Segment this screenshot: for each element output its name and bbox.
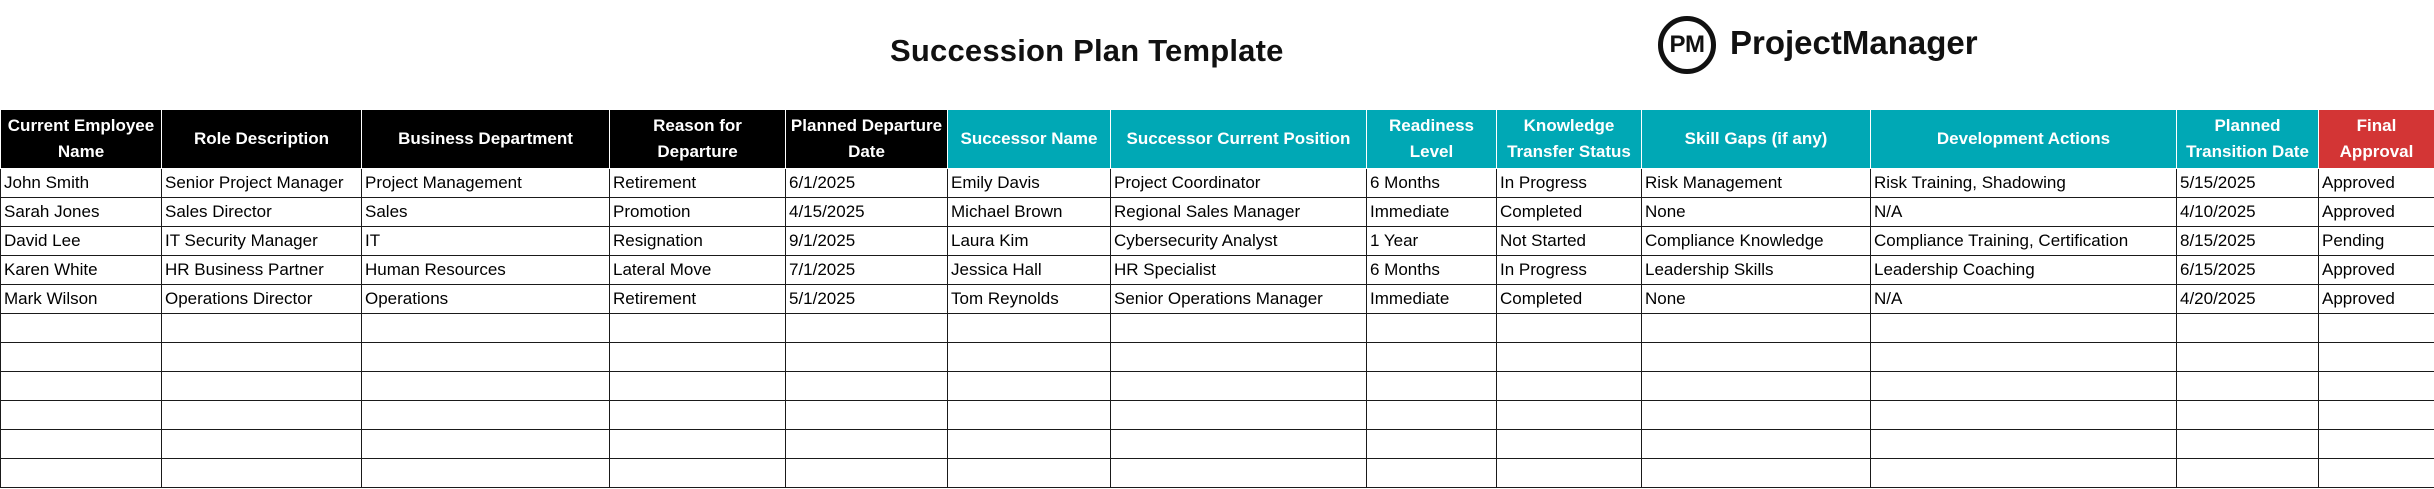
table-cell[interactable]: 4/10/2025 (2177, 198, 2319, 227)
table-cell[interactable] (1871, 459, 2177, 488)
table-cell[interactable]: Leadership Skills (1642, 256, 1871, 285)
table-cell[interactable]: Tom Reynolds (948, 285, 1111, 314)
table-cell[interactable] (1111, 459, 1367, 488)
column-header[interactable]: Planned Transition Date (2177, 110, 2319, 169)
table-cell[interactable] (1367, 372, 1497, 401)
table-cell[interactable]: 4/15/2025 (786, 198, 948, 227)
table-cell[interactable] (1497, 401, 1642, 430)
table-cell[interactable]: Sarah Jones (1, 198, 162, 227)
column-header[interactable]: Final Approval (2319, 110, 2434, 169)
table-cell[interactable]: HR Business Partner (162, 256, 362, 285)
table-cell[interactable]: Immediate (1367, 285, 1497, 314)
table-cell[interactable]: John Smith (1, 169, 162, 198)
table-cell[interactable] (162, 430, 362, 459)
column-header[interactable]: Readiness Level (1367, 110, 1497, 169)
table-cell[interactable]: Approved (2319, 169, 2434, 198)
table-cell[interactable] (948, 372, 1111, 401)
table-cell[interactable] (1871, 401, 2177, 430)
table-cell[interactable] (610, 430, 786, 459)
table-cell[interactable]: Compliance Knowledge (1642, 227, 1871, 256)
table-cell[interactable] (1, 401, 162, 430)
table-cell[interactable] (786, 401, 948, 430)
brand-logo (1658, 16, 1978, 74)
table-cell[interactable] (1, 343, 162, 372)
column-header[interactable]: Development Actions (1871, 110, 2177, 169)
page-title: Succession Plan Template (890, 33, 1284, 68)
table-cell[interactable]: Project Coordinator (1111, 169, 1367, 198)
table-cell[interactable]: N/A (1871, 198, 2177, 227)
table-cell[interactable]: HR Specialist (1111, 256, 1367, 285)
table-cell[interactable] (948, 343, 1111, 372)
table-cell[interactable] (2177, 401, 2319, 430)
table-cell[interactable] (1497, 372, 1642, 401)
table-cell[interactable]: 7/1/2025 (786, 256, 948, 285)
table-cell[interactable] (1, 314, 162, 343)
table-cell[interactable]: David Lee (1, 227, 162, 256)
table-cell[interactable] (610, 401, 786, 430)
table-cell[interactable]: Karen White (1, 256, 162, 285)
table-row (1, 459, 2434, 488)
table-cell[interactable] (948, 430, 1111, 459)
table-cell[interactable] (162, 372, 362, 401)
table-cell[interactable]: Lateral Move (610, 256, 786, 285)
table-cell[interactable] (1497, 343, 1642, 372)
table-cell[interactable] (948, 314, 1111, 343)
header-row (1, 110, 2434, 169)
table-cell[interactable] (2177, 430, 2319, 459)
table-cell[interactable]: Retirement (610, 285, 786, 314)
table-cell[interactable]: Completed (1497, 285, 1642, 314)
table-cell[interactable] (1111, 401, 1367, 430)
table-cell[interactable] (610, 372, 786, 401)
table-row (1, 372, 2434, 401)
table-cell[interactable] (2319, 401, 2434, 430)
table-cell[interactable]: 6 Months (1367, 256, 1497, 285)
table-cell[interactable]: 5/1/2025 (786, 285, 948, 314)
table-cell[interactable] (1111, 343, 1367, 372)
table-cell[interactable]: Operations (362, 285, 610, 314)
table-cell[interactable]: IT (362, 227, 610, 256)
table-cell[interactable]: Promotion (610, 198, 786, 227)
table-cell[interactable] (2319, 343, 2434, 372)
table-cell[interactable] (1642, 372, 1871, 401)
table-cell[interactable] (162, 314, 362, 343)
table-cell[interactable]: Mark Wilson (1, 285, 162, 314)
table-cell[interactable] (2177, 372, 2319, 401)
table-cell[interactable]: 1 Year (1367, 227, 1497, 256)
table-cell[interactable] (1, 430, 162, 459)
table-cell[interactable] (1642, 430, 1871, 459)
table-cell[interactable] (786, 430, 948, 459)
table-cell[interactable] (1111, 430, 1367, 459)
table-cell[interactable]: Leadership Coaching (1871, 256, 2177, 285)
column-header[interactable]: Knowledge Transfer Status (1497, 110, 1642, 169)
table-row (1, 343, 2434, 372)
table-cell[interactable] (1, 372, 162, 401)
table-cell[interactable] (1111, 372, 1367, 401)
table-cell[interactable]: Laura Kim (948, 227, 1111, 256)
table-cell[interactable]: 6/1/2025 (786, 169, 948, 198)
table-cell[interactable]: Risk Training, Shadowing (1871, 169, 2177, 198)
table-cell[interactable]: 9/1/2025 (786, 227, 948, 256)
table-cell[interactable]: Approved (2319, 256, 2434, 285)
column-header[interactable]: Successor Current Position (1111, 110, 1367, 169)
table-cell[interactable]: Pending (2319, 227, 2434, 256)
table-cell[interactable] (610, 314, 786, 343)
table-cell[interactable] (362, 430, 610, 459)
table-cell[interactable] (948, 401, 1111, 430)
table-cell[interactable] (948, 459, 1111, 488)
pm-logo-icon: PM (1658, 16, 1716, 74)
table-cell[interactable]: Cybersecurity Analyst (1111, 227, 1367, 256)
table-cell[interactable]: Project Management (362, 169, 610, 198)
table-cell[interactable]: 4/20/2025 (2177, 285, 2319, 314)
table-cell[interactable]: Operations Director (162, 285, 362, 314)
table-cell[interactable]: Risk Management (1642, 169, 1871, 198)
table-cell[interactable]: Not Started (1497, 227, 1642, 256)
table-cell[interactable]: Senior Operations Manager (1111, 285, 1367, 314)
table-cell[interactable] (1642, 343, 1871, 372)
table-cell[interactable]: IT Security Manager (162, 227, 362, 256)
table-cell[interactable] (2319, 430, 2434, 459)
table-row (1, 314, 2434, 343)
table-cell[interactable] (162, 343, 362, 372)
table-cell[interactable]: Approved (2319, 285, 2434, 314)
column-header[interactable]: Business Department (362, 110, 610, 169)
table-cell[interactable] (362, 401, 610, 430)
table-cell[interactable] (362, 372, 610, 401)
table-cell[interactable] (1497, 430, 1642, 459)
succession-table (0, 109, 2434, 488)
table-cell[interactable] (2319, 314, 2434, 343)
table-cell[interactable] (1871, 314, 2177, 343)
table-cell[interactable]: Retirement (610, 169, 786, 198)
table-cell[interactable] (162, 459, 362, 488)
table-row (1, 256, 2434, 285)
table-cell[interactable]: N/A (1871, 285, 2177, 314)
table-cell[interactable] (2319, 372, 2434, 401)
table-cell[interactable] (1497, 459, 1642, 488)
table-cell[interactable] (2177, 343, 2319, 372)
table-cell[interactable] (1367, 314, 1497, 343)
column-header[interactable]: Reason for Departure (610, 110, 786, 169)
table-cell[interactable]: None (1642, 198, 1871, 227)
table-cell[interactable] (1367, 430, 1497, 459)
table-cell[interactable]: Approved (2319, 198, 2434, 227)
table-row (1, 285, 2434, 314)
table-row (1, 430, 2434, 459)
table-row (1, 169, 2434, 198)
table-cell[interactable] (1497, 314, 1642, 343)
column-header[interactable]: Successor Name (948, 110, 1111, 169)
table-cell[interactable]: 6/15/2025 (2177, 256, 2319, 285)
table-cell[interactable]: Sales Director (162, 198, 362, 227)
table-body (1, 169, 2434, 488)
table-cell[interactable]: Resignation (610, 227, 786, 256)
table-cell[interactable]: Senior Project Manager (162, 169, 362, 198)
table-cell[interactable]: Completed (1497, 198, 1642, 227)
table-cell[interactable]: 6 Months (1367, 169, 1497, 198)
column-header[interactable]: Planned Departure Date (786, 110, 948, 169)
table-row (1, 401, 2434, 430)
table-cell[interactable] (1871, 343, 2177, 372)
column-header[interactable]: Role Description (162, 110, 362, 169)
table-cell[interactable] (1871, 372, 2177, 401)
table-row (1, 227, 2434, 256)
table-cell[interactable] (1, 459, 162, 488)
table-cell[interactable] (1871, 430, 2177, 459)
table-cell[interactable]: In Progress (1497, 169, 1642, 198)
table-cell[interactable] (1367, 459, 1497, 488)
table-cell[interactable]: Regional Sales Manager (1111, 198, 1367, 227)
brand-name: ProjectManager (1730, 24, 1978, 61)
table-cell[interactable]: Michael Brown (948, 198, 1111, 227)
table-row (1, 198, 2434, 227)
table-cell[interactable] (786, 314, 948, 343)
table-cell[interactable]: 5/15/2025 (2177, 169, 2319, 198)
table-cell[interactable]: Human Resources (362, 256, 610, 285)
table-cell[interactable] (1111, 314, 1367, 343)
table-cell[interactable] (786, 343, 948, 372)
table-cell[interactable] (610, 343, 786, 372)
table-cell[interactable]: In Progress (1497, 256, 1642, 285)
table-cell[interactable] (786, 372, 948, 401)
table-cell[interactable]: Immediate (1367, 198, 1497, 227)
table-cell[interactable] (1642, 314, 1871, 343)
table-cell[interactable] (362, 343, 610, 372)
table-cell[interactable] (1642, 459, 1871, 488)
table-cell[interactable]: Sales (362, 198, 610, 227)
table-cell[interactable] (2177, 314, 2319, 343)
table-cell[interactable] (1642, 401, 1871, 430)
column-header[interactable]: Skill Gaps (if any) (1642, 110, 1871, 169)
table-cell[interactable] (786, 459, 948, 488)
table-cell[interactable] (1367, 343, 1497, 372)
table-cell[interactable] (2319, 459, 2434, 488)
table-cell[interactable]: Compliance Training, Certification (1871, 227, 2177, 256)
table-cell[interactable] (610, 459, 786, 488)
table-cell[interactable]: None (1642, 285, 1871, 314)
table-cell[interactable] (2177, 459, 2319, 488)
column-header[interactable]: Current Employee Name (1, 110, 162, 169)
table-cell[interactable]: Emily Davis (948, 169, 1111, 198)
table-cell[interactable] (362, 459, 610, 488)
table-cell[interactable]: 8/15/2025 (2177, 227, 2319, 256)
table-cell[interactable]: Jessica Hall (948, 256, 1111, 285)
table-cell[interactable] (1367, 401, 1497, 430)
table-cell[interactable] (162, 401, 362, 430)
table-cell[interactable] (362, 314, 610, 343)
